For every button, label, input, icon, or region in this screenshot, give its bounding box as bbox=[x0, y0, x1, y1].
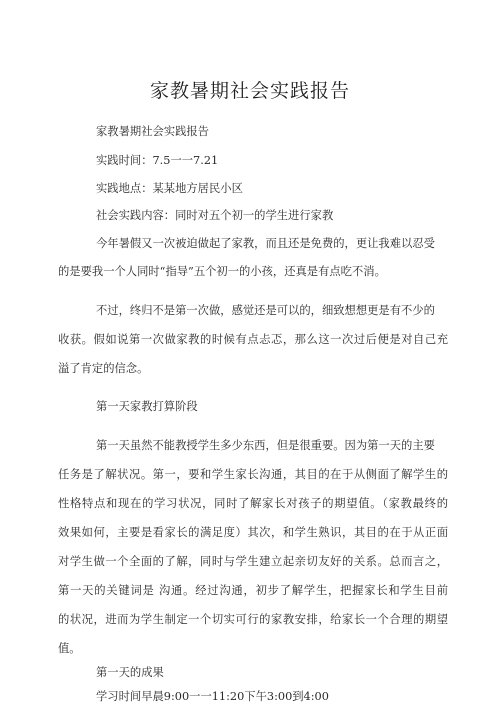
section-heading: 第一天的成果 bbox=[96, 666, 164, 679]
paragraph-line: 对学生做一个全面的了解，同时与学生建立起亲切友好的关系。总而言之， bbox=[58, 555, 448, 568]
paragraph-line: 不过，终归不是第一次做，感觉还是可以的，细致想想更是有不少的 bbox=[96, 304, 435, 317]
paragraph-line: 今年暑假又一次被迫做起了家教，而且还是免费的，更让我难以忍受 bbox=[96, 237, 435, 250]
paragraph-line: 任务是了解状况。第一，要和学生家长沟通，其目的在于从侧面了解学生的 bbox=[58, 468, 448, 481]
section-heading: 第一天家教打算阶段 bbox=[96, 400, 198, 413]
practice-content-line: 社会实践内容：同时对五个初一的学生进行家教 bbox=[96, 209, 334, 222]
subtitle-line: 家教暑期社会实践报告 bbox=[96, 125, 209, 138]
paragraph-line: 收获。假如说第一次做家教的时候有点忐忑，那么这一次过后便是对自己充 bbox=[58, 333, 448, 346]
paragraph-line: 效果如何，主要是看家长的满足度）其次，和学生熟识，其目的在于从正面 bbox=[58, 526, 448, 539]
paragraph-line: 值。 bbox=[58, 642, 81, 655]
paragraph-line: 的状况，进而为学生制定一个切实可行的家教安排，给家长一个合理的期望 bbox=[58, 613, 448, 626]
practice-time-line: 实践时间：7.5一一7.21 bbox=[96, 154, 219, 167]
paragraph-line: 第一天的关键词是 沟通。经过沟通，初步了解学生，把握家长和学生目前 bbox=[58, 584, 448, 597]
paragraph-line: 学习时间早晨9:00一一11:20下午3:00到4:00 bbox=[96, 690, 329, 703]
paragraph-line: 的是要我一个人同时“指导”五个初一的小孩，还真是有点吃不消。 bbox=[58, 265, 386, 278]
paragraph-line: 溢了肯定的信念。 bbox=[58, 362, 149, 375]
paragraph-line: 第一天虽然不能教授学生多少东西，但是很重要。因为第一天的主要 bbox=[96, 439, 435, 452]
practice-location-line: 实践地点：某某地方居民小区 bbox=[96, 182, 243, 195]
document-title: 家教暑期社会实践报告 bbox=[149, 80, 350, 102]
paragraph-line: 性格特点和现在的学习状况，同时了解家长对孩子的期望值。（家教最终的 bbox=[58, 497, 448, 510]
